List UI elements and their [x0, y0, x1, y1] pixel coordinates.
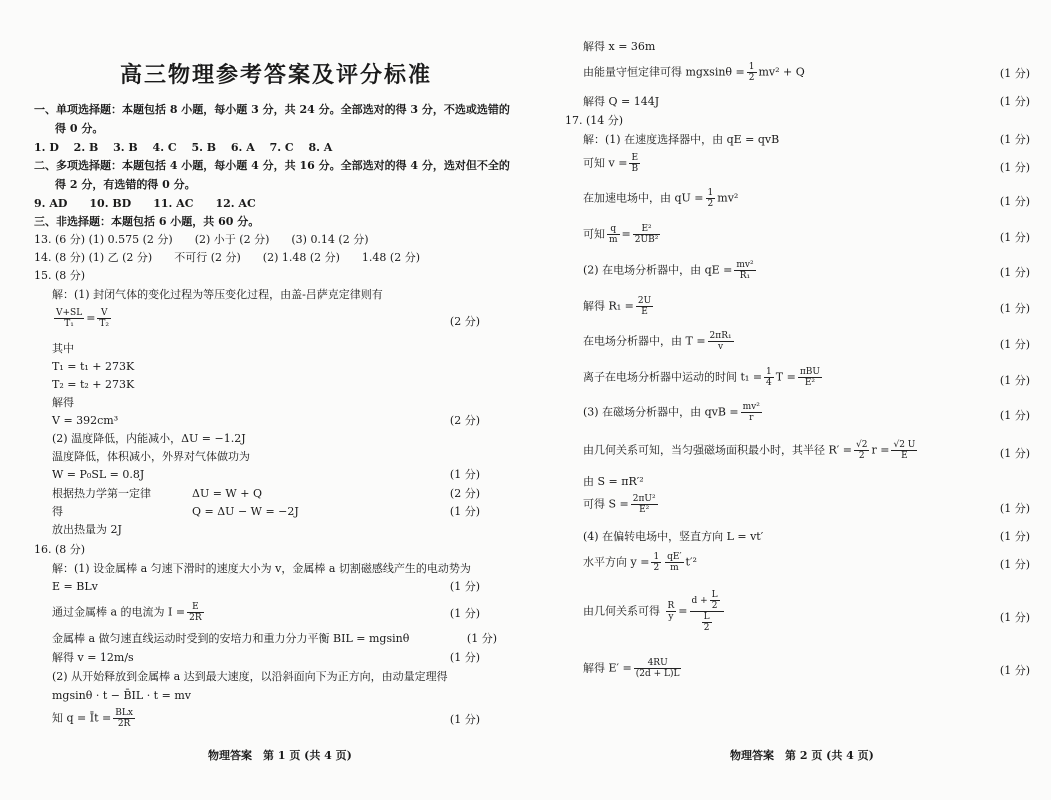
- question-14: 14. (8 分) (1) 乙 (2 分) 不可行 (2 分) (2) 1.48 (2 分) 1.48 (2 分): [34, 251, 421, 264]
- q15-line: T₁ = t₁ + 273K: [52, 360, 135, 373]
- score: (1 分): [449, 505, 480, 518]
- q16-line: mgsinθ · t − B̄IL · t = mv: [52, 689, 191, 702]
- r-line: 解得 R₁ = $\frac{2U}{E}$: [583, 296, 652, 317]
- score: (2 分): [449, 315, 480, 328]
- q15-line: Q = ΔU − W = −2J: [192, 505, 299, 518]
- score: (1 分): [449, 651, 480, 664]
- score: (1 分): [999, 409, 1030, 422]
- score: (1 分): [999, 664, 1030, 677]
- answer-page-1: [0, 0, 525, 800]
- q15-line: T₂ = t₂ + 273K: [52, 378, 135, 391]
- score: (1 分): [999, 95, 1030, 108]
- score: (1 分): [466, 632, 497, 645]
- r-line: (3) 在磁场分析器中，由 qvB = $\frac{\text{mv²}}{r}$: [583, 402, 760, 423]
- r-line: 解得 E′ = $\frac{4RU}{(2d + L)L}$: [583, 658, 680, 679]
- q15-line: 温度降低，体积减小，外界对气体做功为: [52, 450, 250, 463]
- score: (1 分): [999, 447, 1030, 460]
- score: (1 分): [999, 67, 1030, 80]
- r-line: 离子在电场分析器中运动的时间 t₁ = $\frac{1}{4}$ T = $\frac{\text{πBU}}{\text{E²}}$: [583, 367, 820, 388]
- score: (1 分): [999, 231, 1030, 244]
- q15-line: 根据热力学第一定律: [52, 487, 151, 500]
- score: (1 分): [999, 266, 1030, 279]
- question-13: 13. (6 分) (1) 0.575 (2 分) (2) 小于 (2 分) (3) 0.14 (2 分): [34, 233, 369, 246]
- score: (1 分): [999, 302, 1030, 315]
- q16-line: 解：(1) 设金属棒 a 匀速下滑时的速度大小为 v，金属棒 a 切割磁感线产生的电动势为: [52, 562, 471, 575]
- question-15: 15. (8 分): [34, 269, 86, 282]
- section-2-header: 二、多项选择题：本题包括 4 小题，每小题 4 分，共 16 分。全部选对的得 4 分，选对但不全的: [34, 159, 510, 172]
- score: (1 分): [999, 195, 1030, 208]
- r-line: 由能量守恒定律可得 mgxsinθ = $\frac{1}{2}$ mv² + Q: [583, 62, 805, 83]
- r-line: 解得 x = 36m: [583, 40, 656, 53]
- score: (1 分): [999, 611, 1030, 624]
- question-17: 17. (14 分): [565, 114, 624, 127]
- question-16: 16. (8 分): [34, 543, 86, 556]
- q15-equation: $\frac{V+SL}{\text{T₁}}$ = $\frac{V}{\text{T₂}}$: [56, 308, 110, 329]
- score: (1 分): [449, 607, 480, 620]
- score: (2 分): [449, 487, 480, 500]
- page-footer: 物理答案 第 1 页 (共 4 页): [208, 749, 352, 762]
- q15-line: (2) 温度降低，内能减小，ΔU = −1.2J: [52, 432, 246, 445]
- r-line: 由 S = πR′²: [583, 475, 644, 488]
- q15-line: 放出热量为 2J: [52, 523, 122, 536]
- section-1-header: 一、单项选择题：本题包括 8 小题，每小题 3 分，共 24 分。全部选对的得 3 分，不选或选错的: [34, 103, 510, 116]
- r-line: 可知 v = $\frac{E}{B}$: [583, 153, 639, 174]
- q16-line: 知 q = Īt = $\frac{\text{BLx}}{2R}$: [52, 708, 133, 729]
- section-1-answers: 1. D 2. B 3. B 4. C 5. B 6. A 7. C 8. A: [34, 141, 333, 154]
- r-line: (2) 在电场分析器中，由 qE = $\frac{\text{mv²}}{\text{R₁}}$: [583, 260, 754, 281]
- score: (2 分): [449, 414, 480, 427]
- score: (1 分): [999, 558, 1030, 571]
- r-line: 解得 Q = 144J: [583, 95, 660, 108]
- q15-line: 其中: [52, 342, 74, 355]
- q15-line: ΔU = W + Q: [192, 487, 262, 500]
- q15-line: V = 392cm³: [52, 414, 119, 427]
- q16-line: 通过金属棒 a 的电流为 I = $\frac{E}{2R}$: [52, 602, 202, 623]
- answer-page-2: [525, 0, 1051, 800]
- q16-line: 解得 v = 12m/s: [52, 651, 134, 664]
- r-line: 由几何关系可知，当匀强磁场面积最小时，其半径 R′ = $\frac{√2}{2}$ r = $\frac{√2 U}{E}$: [583, 440, 916, 461]
- r-line: 解：(1) 在速度选择器中，由 qE = qvB: [583, 133, 780, 146]
- score: (1 分): [999, 502, 1030, 515]
- score: (1 分): [999, 338, 1030, 351]
- r-line: (4) 在偏转电场中，竖直方向 L = vt′: [583, 530, 764, 543]
- r-line: 水平方向 y = $\frac{1}{2}$ $\frac{qE'}{m}$ t′²: [583, 552, 697, 573]
- section-2-header-cont: 得 2 分，有选错的得 0 分。: [55, 178, 196, 191]
- score: (1 分): [449, 468, 480, 481]
- r-line: 在电场分析器中，由 T = $\frac{\text{2πR₁}}{v}$: [583, 331, 732, 352]
- score: (1 分): [999, 161, 1030, 174]
- score: (1 分): [999, 530, 1030, 543]
- score: (1 分): [449, 713, 480, 726]
- q15-line: 解得: [52, 396, 74, 409]
- r-line: 可知 $\frac{q}{m}$ = $\frac{\text{E²}}{\text{2UB²}}$: [583, 224, 659, 245]
- score: (1 分): [999, 374, 1030, 387]
- page-footer: 物理答案 第 2 页 (共 4 页): [730, 749, 874, 762]
- section-1-header-cont: 得 0 分。: [55, 122, 104, 135]
- q16-line: 金属棒 a 做匀速直线运动时受到的安培力和重力分力平衡 BIL = mgsinθ: [52, 632, 410, 645]
- score: (1 分): [449, 580, 480, 593]
- r-line: 由几何关系可得 $\frac{R}{y}$ = d + $\frac{L}{2}$ $\frac{L}{2}$: [583, 590, 726, 633]
- section-3-header: 三、非选择题：本题包括 6 小题，共 60 分。: [34, 215, 260, 228]
- r-line: 在加速电场中，由 qU = $\frac{1}{2}$ mv²: [583, 188, 739, 209]
- q16-line: E = BLv: [52, 580, 98, 593]
- r-line: 可得 S = $\frac{\text{2πU²}}{\text{E²}}$: [583, 494, 656, 515]
- score: (1 分): [999, 133, 1030, 146]
- q15-line: 解：(1) 封闭气体的变化过程为等压变化过程，由盖-吕萨克定律则有: [52, 288, 383, 301]
- page-title: 高三物理参考答案及评分标准: [120, 63, 433, 88]
- section-2-answers: 9. AD 10. BD 11. AC 12. AC: [34, 197, 256, 210]
- q15-line: 得: [52, 505, 63, 518]
- q16-line: (2) 从开始释放到金属棒 a 达到最大速度，以沿斜面向下为正方向，由动量定理得: [52, 670, 448, 683]
- q15-line: W = P₀SL = 0.8J: [52, 468, 145, 481]
